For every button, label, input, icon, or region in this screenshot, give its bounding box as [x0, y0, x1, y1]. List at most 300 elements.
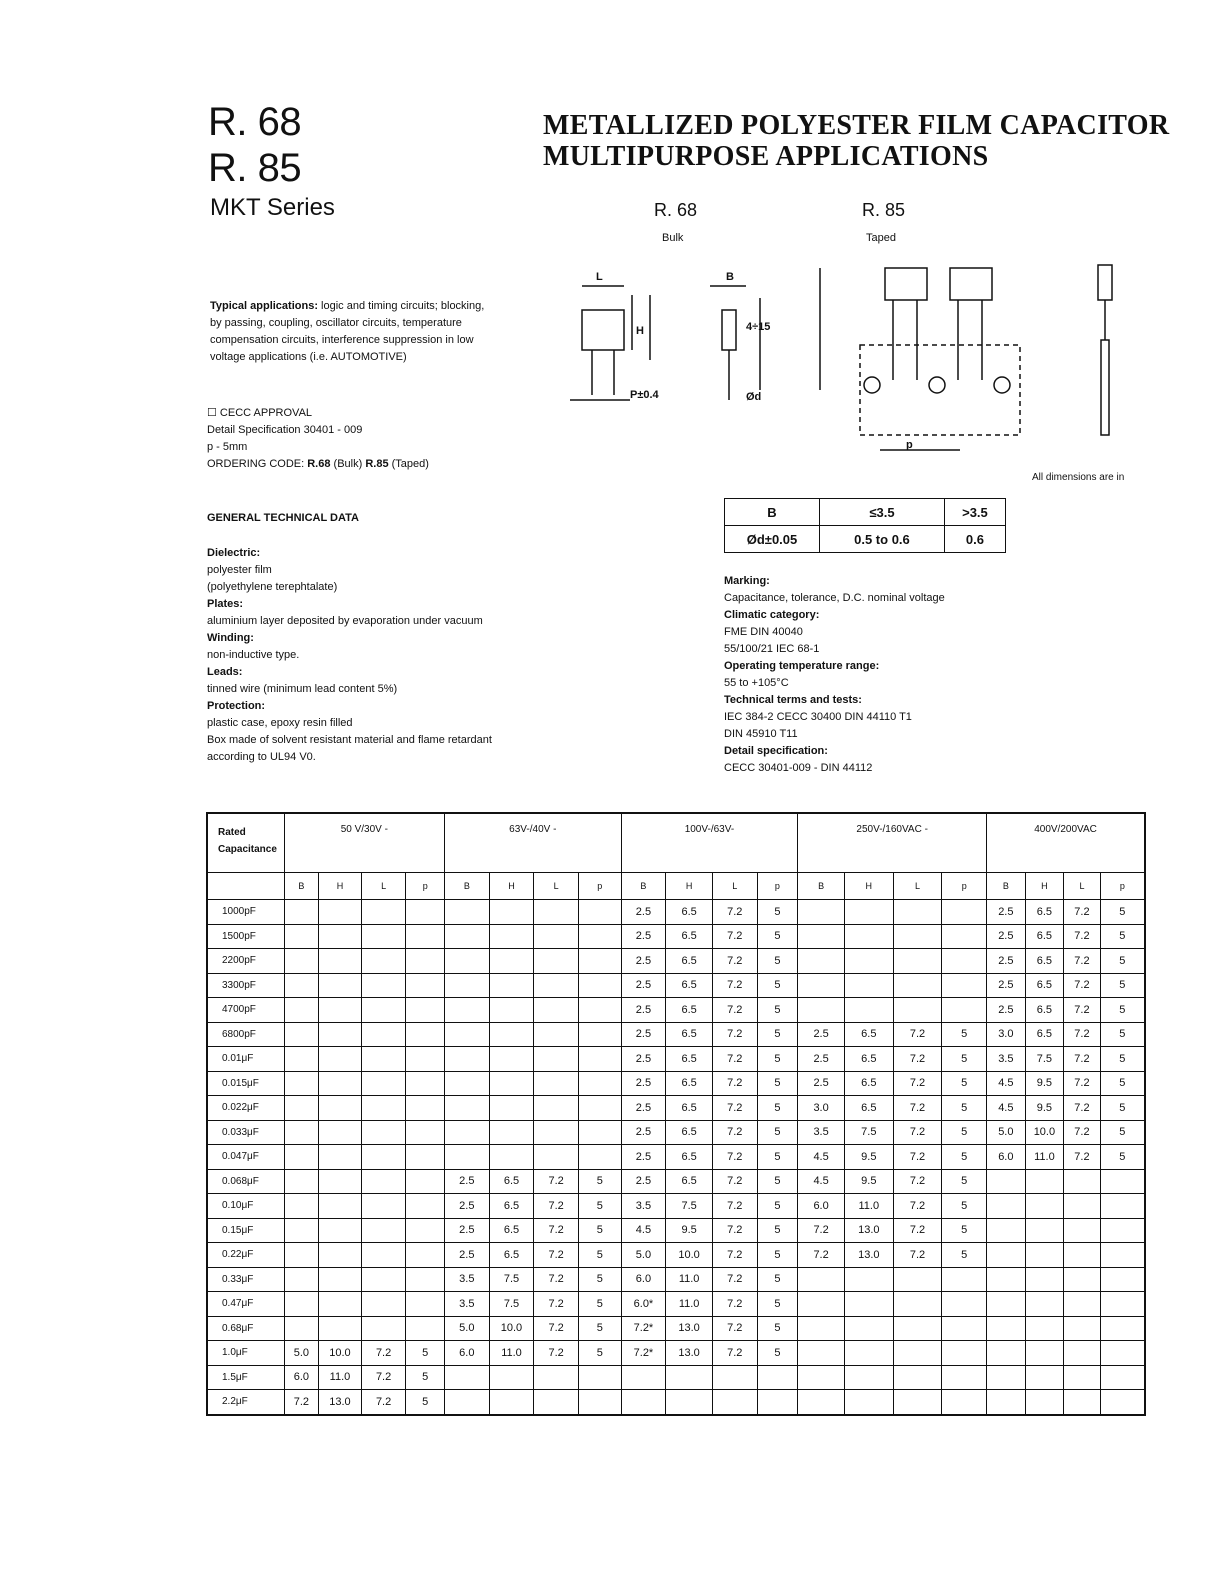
table-cell: 6.5: [666, 998, 713, 1023]
capacitance-value: 1000pF: [207, 900, 284, 925]
table-cell: [361, 1022, 406, 1047]
table-cell: [534, 1096, 579, 1121]
table-cell: [844, 1365, 893, 1390]
dimension-header: L: [534, 873, 579, 900]
table-cell: 5: [942, 1022, 987, 1047]
series-label: MKT Series: [210, 194, 335, 221]
table-cell: 3.5: [798, 1120, 845, 1145]
r85-figure-sub: Taped: [866, 232, 896, 244]
table-cell: [319, 949, 362, 974]
table-cell: 7.5: [844, 1120, 893, 1145]
table-cell: 5: [578, 1169, 621, 1194]
table-cell: [361, 1267, 406, 1292]
table-cell: [621, 1365, 666, 1390]
capacitance-value: 4700pF: [207, 998, 284, 1023]
table-cell: [489, 1096, 534, 1121]
table-cell: 5: [1100, 900, 1145, 925]
lead-diameter-table: [724, 498, 1006, 553]
table-row: [207, 1096, 1145, 1121]
table-cell: [284, 1316, 319, 1341]
table-cell: 10.0: [489, 1316, 534, 1341]
table-cell: [361, 1243, 406, 1268]
model-r68: R. 68: [208, 100, 302, 144]
table-cell: 2.5: [798, 1022, 845, 1047]
table-cell: [319, 1120, 362, 1145]
capacitance-value: 6800pF: [207, 1022, 284, 1047]
table-cell: [578, 949, 621, 974]
table-cell: 5: [1100, 1022, 1145, 1047]
table-row: [207, 1292, 1145, 1317]
table-cell: [319, 1218, 362, 1243]
capacitance-value: 0.10μF: [207, 1194, 284, 1219]
table-cell: 6.5: [666, 1120, 713, 1145]
table-cell: 7.2*: [621, 1341, 666, 1366]
table-cell: [844, 1390, 893, 1415]
table-cell: [757, 1390, 798, 1415]
table-cell: 7.2: [712, 1169, 757, 1194]
table-cell: [942, 1267, 987, 1292]
dimension-header: H: [1025, 873, 1064, 900]
table-cell: [942, 949, 987, 974]
table-cell: 6.0: [284, 1365, 319, 1390]
general-data: Dielectric: polyester film (polyethylene terephtalate) Plates: aluminium layer deposited by evaporation under vacuum Winding: non-inductive type. Leads: tinned wire (minimum lead content 5%) Protection: plastic case, epoxy resin filled Box made of solvent resistant material and flame retardant according to UL94 V0.: [207, 547, 492, 763]
table-cell: [361, 1316, 406, 1341]
table-cell: 2.5: [621, 900, 666, 925]
table-cell: 5: [406, 1390, 445, 1415]
table-cell: 6.5: [666, 1169, 713, 1194]
table-cell: [942, 1341, 987, 1366]
dimension-header: L: [712, 873, 757, 900]
table-cell: [893, 1390, 942, 1415]
table-cell: 2.5: [621, 1169, 666, 1194]
table-row: [207, 1341, 1145, 1366]
table-cell: [712, 1390, 757, 1415]
table-cell: [1064, 1267, 1101, 1292]
table-cell: 3.5: [987, 1047, 1026, 1072]
table-cell: 11.0: [319, 1365, 362, 1390]
dim-L-label: L: [596, 271, 603, 283]
rated-capacitance-header: Rated Capacitance: [207, 813, 284, 873]
table-cell: 7.2: [893, 1194, 942, 1219]
table-cell: [319, 1022, 362, 1047]
table-cell: 5: [1100, 1096, 1145, 1121]
table-cell: [1064, 1365, 1101, 1390]
sprocket-hole-2: [929, 377, 945, 393]
table-cell: [1064, 1218, 1101, 1243]
table-cell: 5: [942, 1047, 987, 1072]
voltage-header: 63V-/40V -: [445, 813, 622, 873]
table-cell: 11.0: [844, 1194, 893, 1219]
table-cell: [319, 973, 362, 998]
r85-figure-label: R. 85: [862, 200, 906, 220]
table-row: [207, 924, 1145, 949]
table-cell: [319, 1267, 362, 1292]
table-cell: 5: [757, 973, 798, 998]
table-cell: [798, 1267, 845, 1292]
table-cell: [1064, 1390, 1101, 1415]
table-cell: 7.2: [712, 924, 757, 949]
table-cell: 6.5: [666, 1022, 713, 1047]
table-cell: 5: [942, 1071, 987, 1096]
table-cell: 13.0: [844, 1218, 893, 1243]
table-cell: 5: [578, 1341, 621, 1366]
table-cell: [489, 1071, 534, 1096]
table-row: [207, 973, 1145, 998]
table-cell: [319, 1194, 362, 1219]
table-cell: 7.2: [534, 1218, 579, 1243]
table-cell: 5: [406, 1341, 445, 1366]
dim-p-label: P±0.4: [630, 389, 659, 401]
table-cell: 6.5: [489, 1169, 534, 1194]
dimension-drawing: [560, 250, 1160, 465]
model-r85: R. 85: [208, 146, 302, 190]
table-cell: 5: [757, 1267, 798, 1292]
table-cell: 2.5: [621, 1145, 666, 1170]
sprocket-hole-3: [994, 377, 1010, 393]
table-cell: 7.5: [1025, 1047, 1064, 1072]
table-cell: [284, 949, 319, 974]
table-cell: [1025, 1218, 1064, 1243]
table-cell: 5: [578, 1194, 621, 1219]
dimension-header: H: [666, 873, 713, 900]
table-cell: [578, 1022, 621, 1047]
table-cell: 7.2: [361, 1341, 406, 1366]
table-row: [207, 1071, 1145, 1096]
table-cell: 7.2: [712, 1218, 757, 1243]
table-cell: 7.2: [1064, 924, 1101, 949]
table-cell: [406, 1022, 445, 1047]
table-cell: 9.5: [1025, 1071, 1064, 1096]
table-cell: 6.5: [1025, 924, 1064, 949]
table-cell: [1100, 1365, 1145, 1390]
table-cell: 9.5: [1025, 1096, 1064, 1121]
table-cell: [319, 1316, 362, 1341]
table-cell: 7.2: [1064, 1096, 1101, 1121]
table-cell: [578, 1071, 621, 1096]
table-cell: 5: [1100, 949, 1145, 974]
table-cell: [893, 1365, 942, 1390]
table-cell: 7.2: [1064, 1071, 1101, 1096]
table-cell: 5: [942, 1243, 987, 1268]
dimension-header: p: [757, 873, 798, 900]
table-cell: 2.5: [621, 1096, 666, 1121]
capacitance-value: 2.2μF: [207, 1390, 284, 1415]
table-cell: [406, 1194, 445, 1219]
table-cell: [489, 1390, 534, 1415]
table-cell: [798, 1316, 845, 1341]
table-cell: 5: [1100, 1145, 1145, 1170]
table-cell: [844, 900, 893, 925]
table-cell: 5: [1100, 924, 1145, 949]
table-cell: 7.2: [712, 1096, 757, 1121]
table-cell: 10.0: [1025, 1120, 1064, 1145]
table-cell: 2.5: [621, 998, 666, 1023]
table-cell: 2.5: [621, 1047, 666, 1072]
table-cell: 9.5: [844, 1169, 893, 1194]
table-cell: [798, 998, 845, 1023]
table-cell: 10.0: [666, 1243, 713, 1268]
table-row: Ød±0.05 0.5 to 0.6 0.6: [725, 526, 1006, 553]
table-cell: [844, 924, 893, 949]
table-cell: 5: [757, 998, 798, 1023]
table-cell: 6.5: [666, 949, 713, 974]
table-cell: [1025, 1169, 1064, 1194]
capacitance-value: 0.047μF: [207, 1145, 284, 1170]
ordering-code: ORDERING CODE: R.68 (Bulk) R.85 (Taped): [207, 458, 429, 470]
table-cell: [893, 900, 942, 925]
table-cell: [1100, 1267, 1145, 1292]
table-cell: 7.2: [712, 1022, 757, 1047]
table-cell: [284, 1120, 319, 1145]
table-cell: [987, 1267, 1026, 1292]
table-cell: [1100, 1194, 1145, 1219]
table-cell: [445, 949, 490, 974]
table-cell: 6.5: [1025, 900, 1064, 925]
table-cell: 7.2: [893, 1096, 942, 1121]
table-cell: 6.5: [489, 1243, 534, 1268]
table-cell: 6.5: [1025, 973, 1064, 998]
capacitance-value: 0.068μF: [207, 1169, 284, 1194]
table-cell: [445, 998, 490, 1023]
table-cell: [1100, 1341, 1145, 1366]
table-row: [207, 1218, 1145, 1243]
table-cell: 7.2: [534, 1341, 579, 1366]
table-cell: 5: [578, 1316, 621, 1341]
capacitance-value: 2200pF: [207, 949, 284, 974]
table-cell: 7.2: [712, 1145, 757, 1170]
table-cell: 7.2: [534, 1316, 579, 1341]
table-cell: 6.5: [844, 1047, 893, 1072]
table-cell: 6.5: [844, 1022, 893, 1047]
table-cell: [319, 1096, 362, 1121]
table-cell: 5: [578, 1267, 621, 1292]
table-cell: [284, 1047, 319, 1072]
title-line-2: MULTIPURPOSE APPLICATIONS: [543, 141, 989, 172]
table-cell: [893, 924, 942, 949]
table-cell: 6.5: [1025, 1022, 1064, 1047]
table-cell: 5: [757, 1022, 798, 1047]
table-cell: 13.0: [666, 1316, 713, 1341]
table-cell: 6.5: [489, 1218, 534, 1243]
table-cell: [893, 973, 942, 998]
table-cell: [284, 1243, 319, 1268]
table-row: [207, 949, 1145, 974]
table-row: [207, 1145, 1145, 1170]
table-cell: [987, 1316, 1026, 1341]
sprocket-hole-1: [864, 377, 880, 393]
table-cell: [445, 1390, 490, 1415]
table-cell: 7.2: [712, 998, 757, 1023]
table-cell: [893, 1341, 942, 1366]
dimension-header: p: [1100, 873, 1145, 900]
table-cell: 7.2: [1064, 1022, 1101, 1047]
table-cell: [361, 973, 406, 998]
table-cell: 7.2: [893, 1047, 942, 1072]
table-cell: 5: [757, 1071, 798, 1096]
table-cell: 5.0: [621, 1243, 666, 1268]
dimension-header: H: [844, 873, 893, 900]
table-cell: [987, 1365, 1026, 1390]
table-cell: [406, 1292, 445, 1317]
table-cell: [406, 949, 445, 974]
table-cell: [942, 900, 987, 925]
table-cell: [712, 1365, 757, 1390]
table-cell: 3.5: [621, 1194, 666, 1219]
table-cell: [1025, 1267, 1064, 1292]
table-cell: [406, 1243, 445, 1268]
voltage-header: 100V-/63V-: [621, 813, 798, 873]
table-cell: [534, 1047, 579, 1072]
table-cell: [361, 1096, 406, 1121]
table-cell: [489, 900, 534, 925]
table-cell: 5: [1100, 1120, 1145, 1145]
table-cell: [361, 1071, 406, 1096]
capacitance-value: 1.0μF: [207, 1341, 284, 1366]
dim-B-label: B: [726, 271, 734, 283]
table-cell: [844, 998, 893, 1023]
table-cell: [798, 1292, 845, 1317]
table-cell: 7.2: [893, 1145, 942, 1170]
dimension-header: H: [319, 873, 362, 900]
dim-415-label: 4÷15: [746, 321, 771, 333]
dimension-header: B: [987, 873, 1026, 900]
table-cell: 5: [757, 924, 798, 949]
table-cell: 7.2: [534, 1169, 579, 1194]
table-cell: 11.0: [1025, 1145, 1064, 1170]
table-cell: 2.5: [798, 1047, 845, 1072]
table-cell: 2.5: [987, 973, 1026, 998]
table-cell: [361, 1047, 406, 1072]
capacitance-value: 0.022μF: [207, 1096, 284, 1121]
dim-p2-label: p: [906, 439, 913, 451]
table-cell: 7.2: [893, 1169, 942, 1194]
dimension-header: p: [578, 873, 621, 900]
table-cell: 5: [1100, 1071, 1145, 1096]
table-cell: 5: [942, 1096, 987, 1121]
table-cell: [1064, 1292, 1101, 1317]
table-cell: [844, 1341, 893, 1366]
table-cell: 2.5: [445, 1218, 490, 1243]
table-cell: [578, 1365, 621, 1390]
table-cell: [534, 900, 579, 925]
title-line-1: METALLIZED POLYESTER FILM CAPACITOR: [543, 110, 1170, 141]
table-cell: [942, 1316, 987, 1341]
table-cell: 7.2: [712, 949, 757, 974]
table-cell: [1064, 1243, 1101, 1268]
table-cell: 3.0: [798, 1096, 845, 1121]
table-cell: [987, 1218, 1026, 1243]
table-cell: [319, 1145, 362, 1170]
table-cell: 7.2: [712, 900, 757, 925]
table-row: [207, 1194, 1145, 1219]
table-cell: 10.0: [319, 1341, 362, 1366]
table-cell: [942, 998, 987, 1023]
table-cell: [942, 1292, 987, 1317]
voltage-header: 50 V/30V -: [284, 813, 444, 873]
table-cell: [489, 1047, 534, 1072]
table-cell: 5.0: [445, 1316, 490, 1341]
table-cell: [578, 1390, 621, 1415]
table-cell: [361, 1218, 406, 1243]
table-cell: [534, 1022, 579, 1047]
right-technical-data: Marking: Capacitance, tolerance, D.C. nominal voltage Climatic category: FME DIN 40040 55/100/21 IEC 68-1 Operating temperature range: 55 to +105°C Technical terms and tests: IEC 384-2 CECC 30400 DIN 44110 T1 DIN 45910 T11 Detail specification: CECC 30401-009 - DIN 44112: [724, 575, 945, 774]
table-cell: [1100, 1390, 1145, 1415]
table-cell: 7.2: [712, 1292, 757, 1317]
table-cell: [798, 924, 845, 949]
table-cell: [319, 900, 362, 925]
table-cell: 7.2: [534, 1292, 579, 1317]
table-cell: 7.2: [1064, 1145, 1101, 1170]
table-cell: 7.2: [798, 1243, 845, 1268]
table-cell: 7.2: [712, 1194, 757, 1219]
table-cell: 3.5: [445, 1267, 490, 1292]
table-cell: [534, 998, 579, 1023]
table-cell: 7.2: [534, 1267, 579, 1292]
table-cell: [361, 949, 406, 974]
table-cell: 4.5: [798, 1169, 845, 1194]
dimension-header: p: [406, 873, 445, 900]
approval-block: ☐ CECC APPROVAL Detail Specification 30401 - 009 p - 5mm ORDERING CODE: R.68 (Bulk) R.85 (Taped): [207, 405, 429, 473]
r68-body-side: [722, 310, 736, 350]
table-cell: 5: [757, 1218, 798, 1243]
table-row: [207, 900, 1145, 925]
table-cell: [534, 973, 579, 998]
table-cell: [361, 924, 406, 949]
table-cell: 2.5: [621, 1071, 666, 1096]
table-cell: [361, 1292, 406, 1317]
table-cell: [406, 1169, 445, 1194]
table-cell: 13.0: [666, 1341, 713, 1366]
dimension-header: B: [621, 873, 666, 900]
table-cell: [534, 1071, 579, 1096]
table-cell: [844, 949, 893, 974]
table-cell: 4.5: [987, 1071, 1026, 1096]
dimensions-note: All dimensions are in: [1032, 472, 1125, 483]
table-cell: [1064, 1194, 1101, 1219]
table-cell: 7.2: [798, 1218, 845, 1243]
table-cell: 4.5: [798, 1145, 845, 1170]
table-cell: [445, 1096, 490, 1121]
table-cell: [406, 1047, 445, 1072]
table-cell: 7.2: [893, 1243, 942, 1268]
table-cell: [534, 924, 579, 949]
capacitance-table: [206, 812, 1146, 1416]
table-cell: [445, 973, 490, 998]
table-cell: [406, 1071, 445, 1096]
table-cell: [1100, 1169, 1145, 1194]
table-cell: 2.5: [445, 1169, 490, 1194]
table-cell: 6.5: [666, 924, 713, 949]
capacitance-value: 0.015μF: [207, 1071, 284, 1096]
table-cell: 7.2: [893, 1120, 942, 1145]
table-cell: 7.2: [712, 1316, 757, 1341]
table-cell: 7.2: [361, 1390, 406, 1415]
dimension-header: B: [445, 873, 490, 900]
table-cell: [987, 1292, 1026, 1317]
table-cell: [284, 998, 319, 1023]
table-cell: 5: [757, 1292, 798, 1317]
table-cell: [319, 1292, 362, 1317]
table-cell: [445, 1145, 490, 1170]
table-cell: [361, 998, 406, 1023]
table-cell: [1100, 1243, 1145, 1268]
table-cell: 7.2: [1064, 1047, 1101, 1072]
table-cell: 7.2: [712, 1047, 757, 1072]
table-cell: [406, 1218, 445, 1243]
dimension-header: L: [1064, 873, 1101, 900]
table-cell: 5.0: [284, 1341, 319, 1366]
table-cell: [757, 1365, 798, 1390]
